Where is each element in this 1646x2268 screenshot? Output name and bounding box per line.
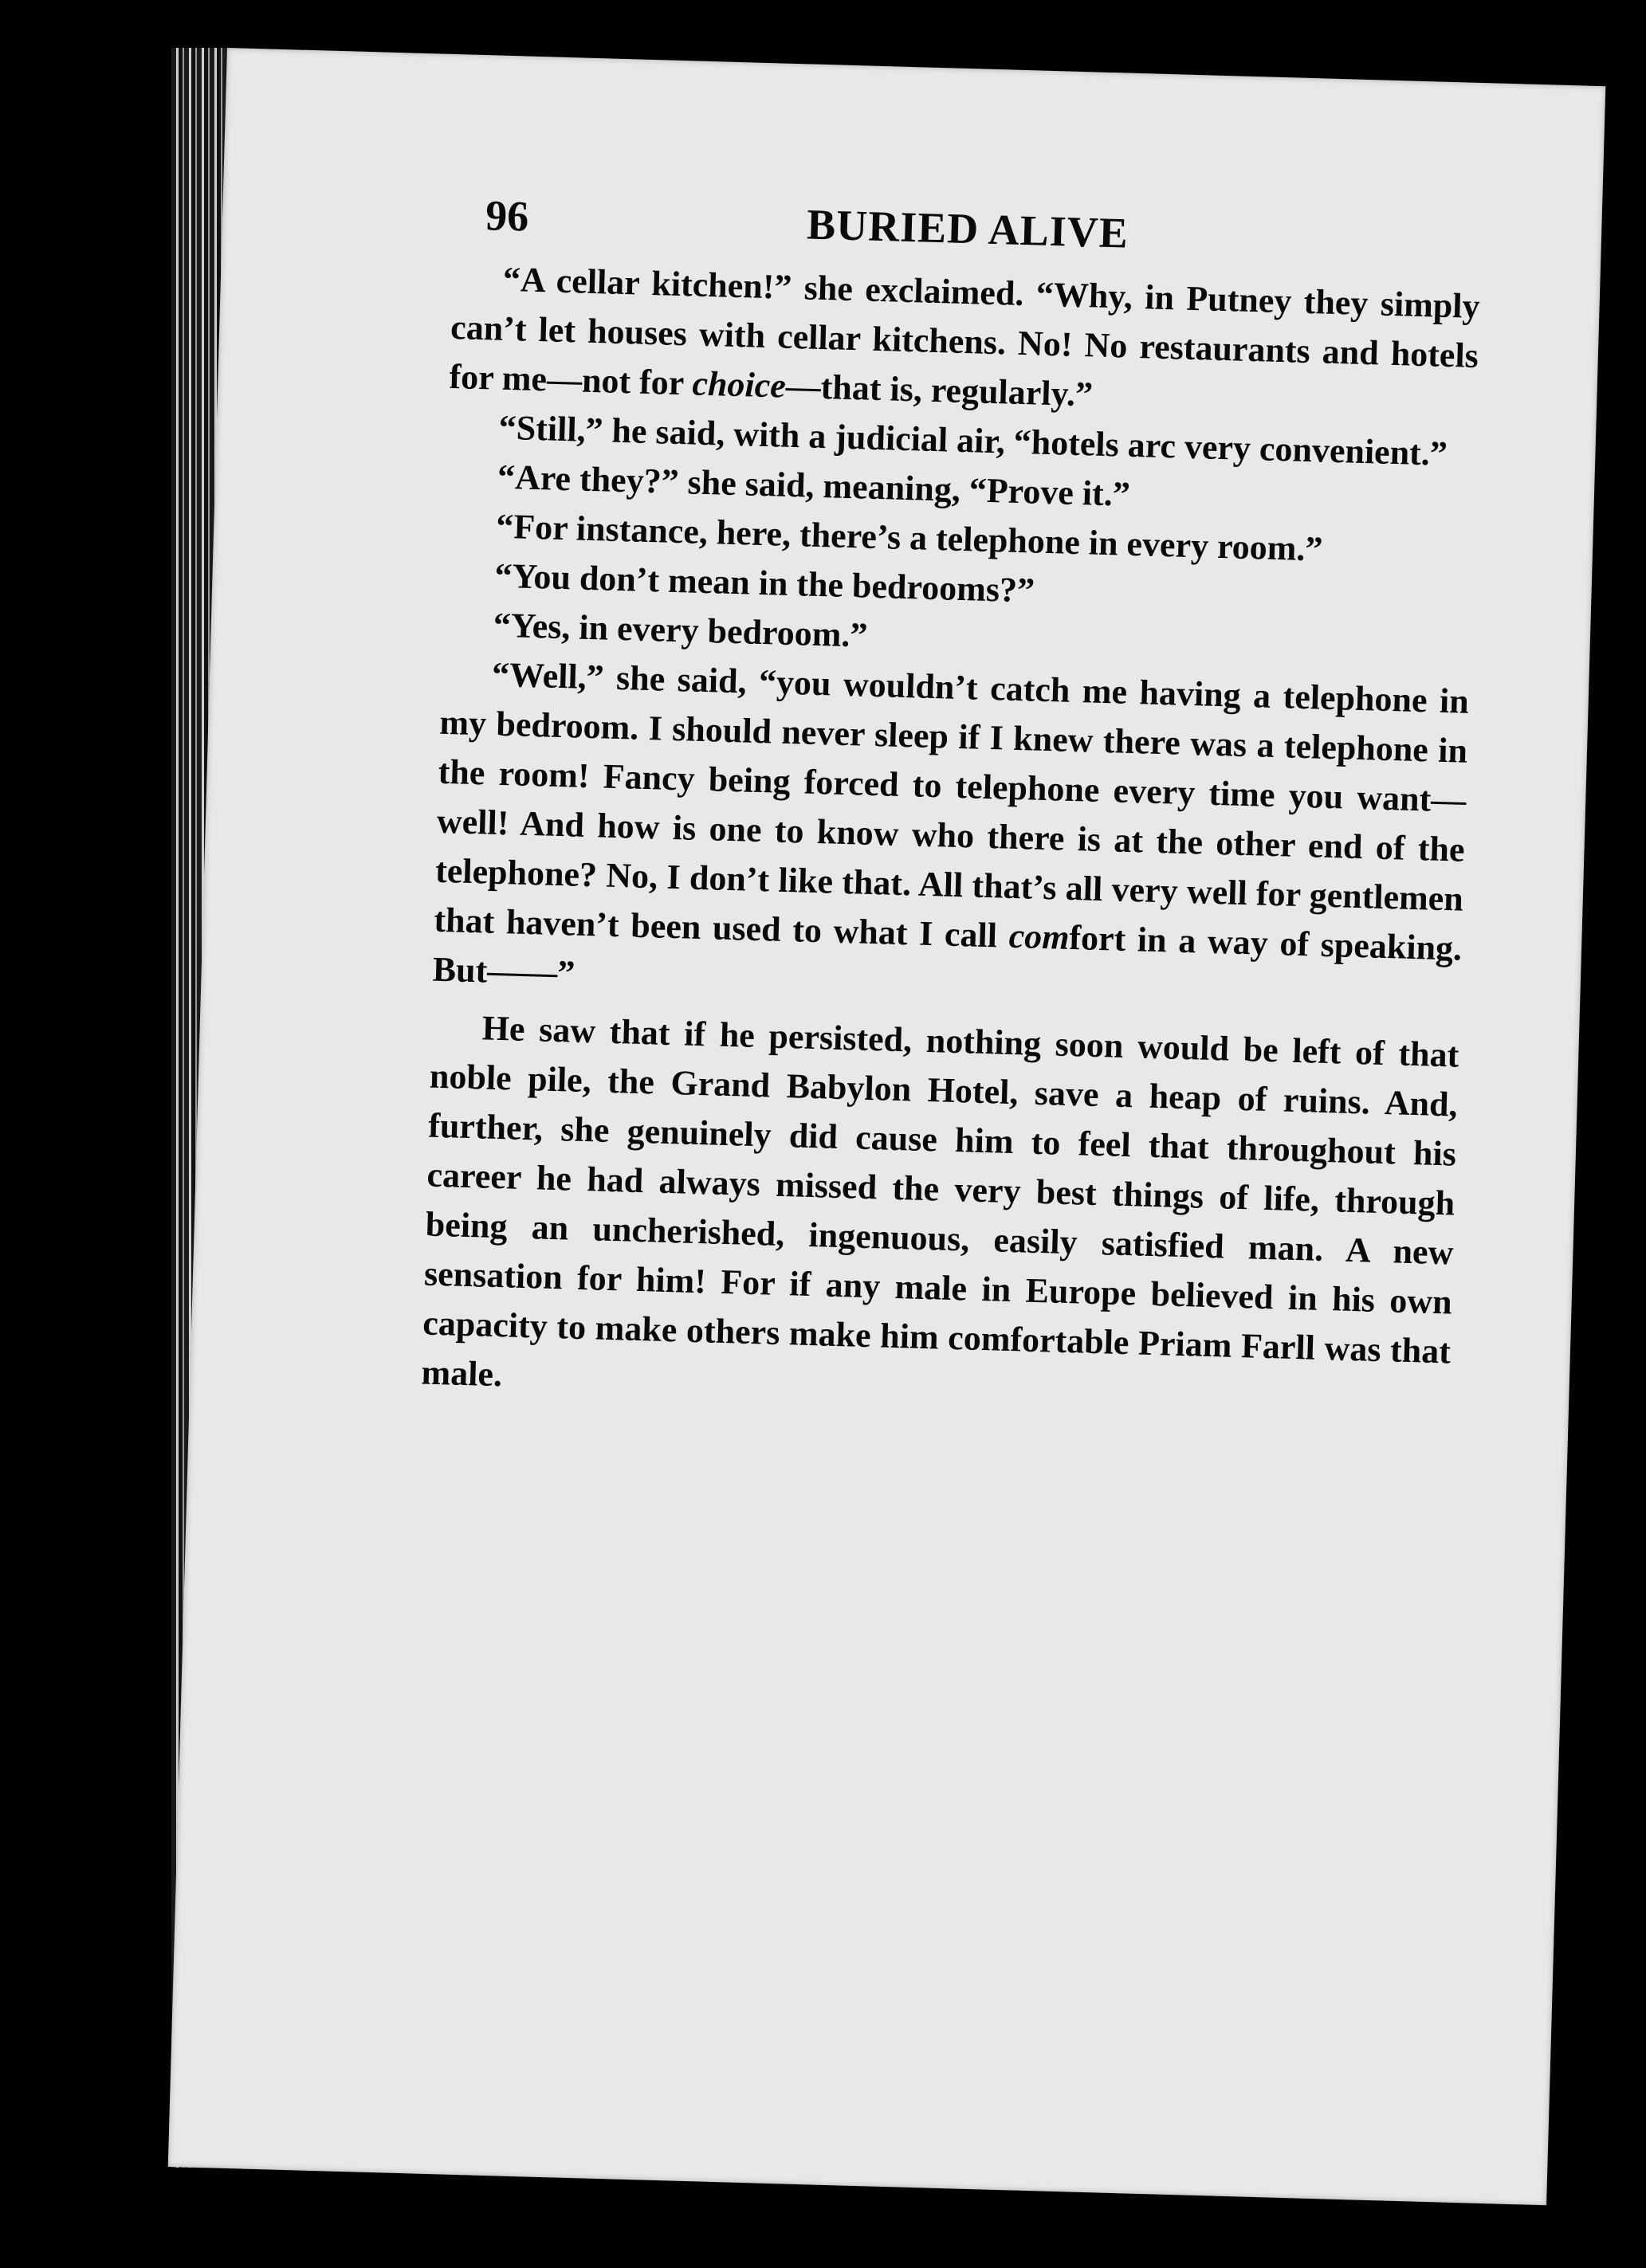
book-page xyxy=(168,48,1606,2205)
paragraph-5-text: “You don’t mean in the bedrooms?” xyxy=(493,555,1035,610)
paragraph-2-text: “Still,” he said, with a judicial air, “hotels arc very convenient.” xyxy=(498,407,1448,473)
paragraph-1-italic-choice: choice xyxy=(691,363,787,406)
paragraph-7-text-a: “Well,” she said, “you wouldn’t catch me having a telephone in my bedroom. I should never sleep if I knew there was a telephone in the room! Fancy being forced to telephone every time you want—well! And how is one to know who there is at the other end of the telephone? No, I don’t like that. All that’s all very well for gentlemen that haven’t been used to what I call xyxy=(433,654,1470,955)
paragraph-7 xyxy=(432,649,1470,1023)
running-title: BURIED ALIVE xyxy=(806,200,1129,257)
paragraph-8 xyxy=(421,1003,1459,1426)
paragraph-1-text-a: “A cellar kitchen!” she exclaimed. “Why, in Putney they simply can’t let houses with cellar kitchens. No! No restaurants and hotels for me—not for xyxy=(448,259,1481,403)
page-number: 96 xyxy=(485,191,530,241)
paragraph-1-text-b: —that is, regularly.” xyxy=(785,366,1094,414)
paragraph-7-italic-com: com xyxy=(1008,916,1070,957)
paragraph-4-text: “For instance, here, there’s a telephone in every room.” xyxy=(495,506,1324,569)
page-text xyxy=(421,190,1483,1426)
paragraph-3-text: “Are they?” she said, meaning, “Prove it.” xyxy=(497,457,1131,514)
paragraph-1 xyxy=(449,253,1481,430)
paragraph-8-text: He saw that if he persisted, nothing soon would be left of that noble pile, the Grand Babylon Hotel, save a heap of ruins. And, further, she genuinely did cause him to feel that throughout his career he had always missed the very best things of life, through being an uncherished, ingenuous, easily satisfied man. A new sensation for him! For if any male in Europe believed in his own capacity to make others make him comfortable Priam Farll was that male. xyxy=(421,1008,1459,1395)
paragraph-6-text: “Yes, in every bedroom.” xyxy=(493,605,869,655)
paragraph-7-text-b: fort in a way of speaking. But——” xyxy=(432,917,1463,993)
